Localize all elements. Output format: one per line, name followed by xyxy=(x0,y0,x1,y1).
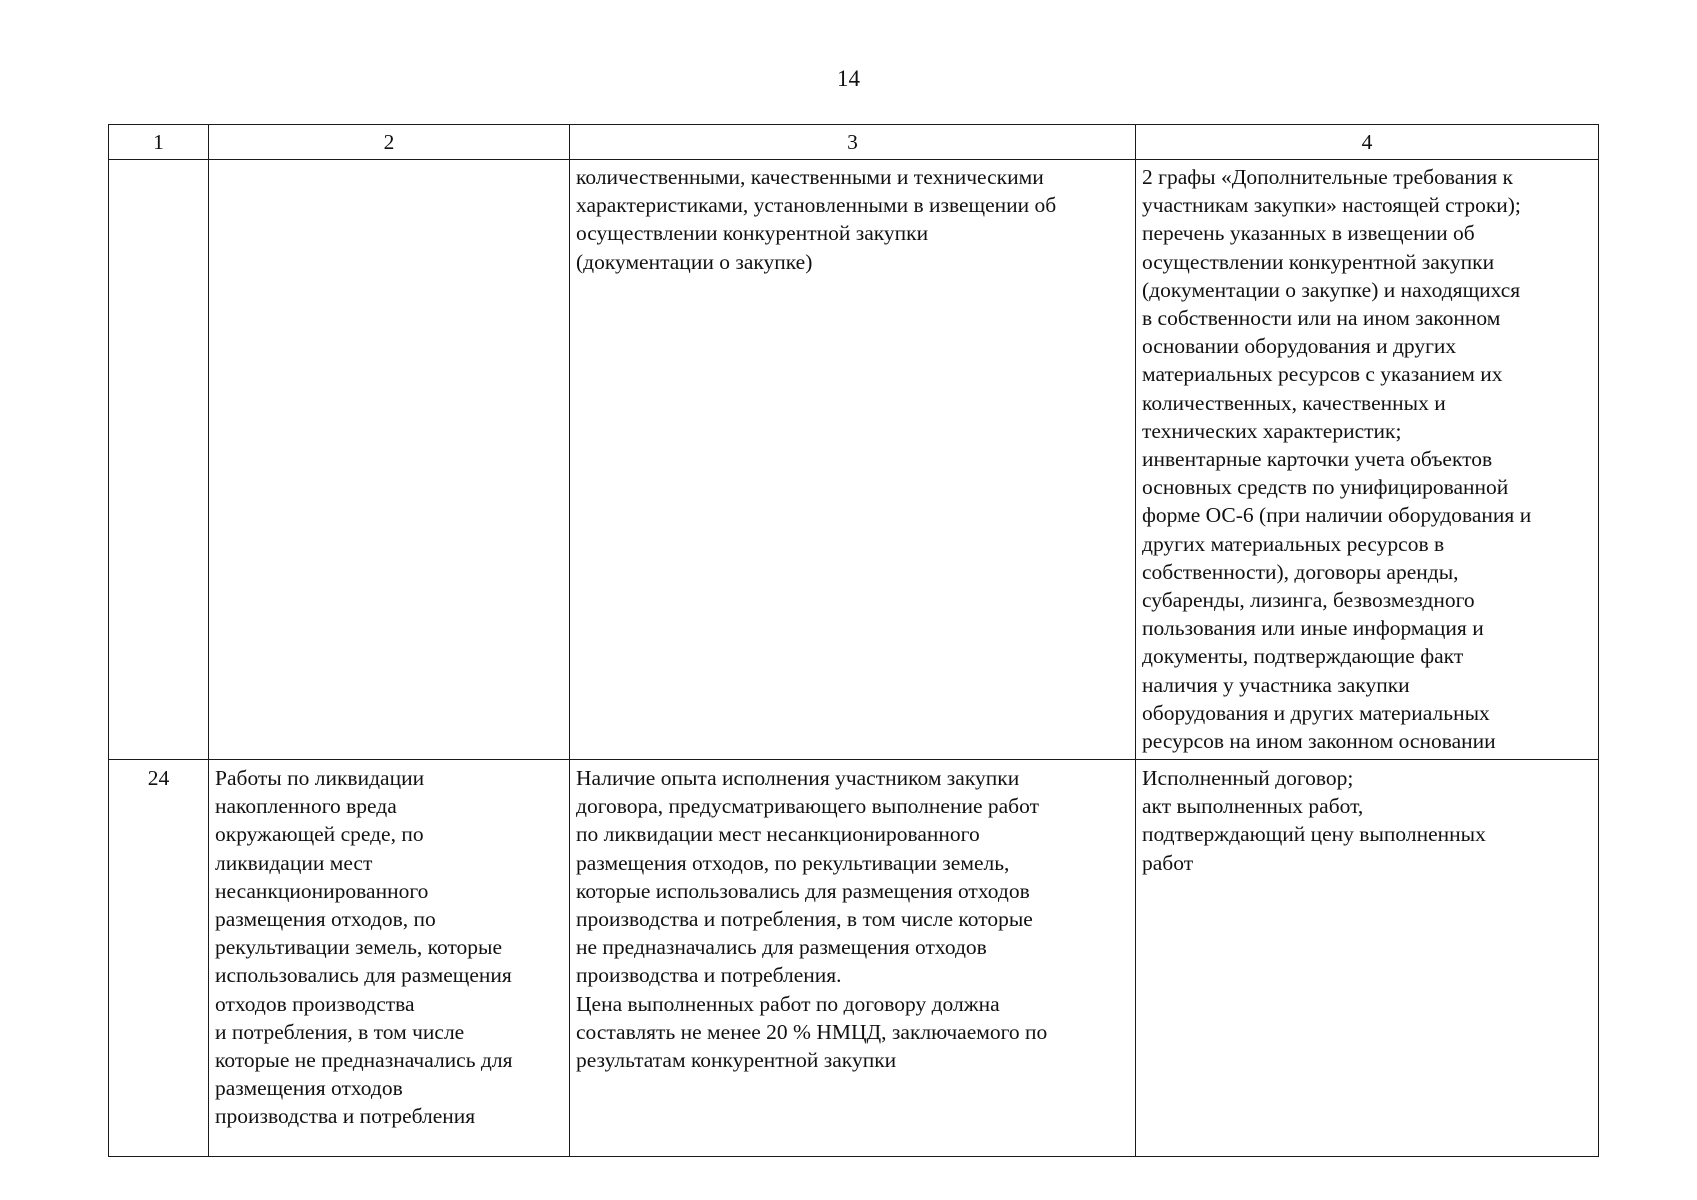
documents-cell: Исполненный договор; акт выполненных работ, подтверждающий цену выполненных работ xyxy=(1136,760,1599,1157)
table-row xyxy=(109,160,1599,760)
column-header-3: 3 xyxy=(570,125,1136,160)
work-type-cell: Работы по ликвидации накопленного вреда окружающей среде, по ликвидации мест несанкционированного размещения отходов, по рекультивации земель, которые использовались для размещения отходов производства и потребления, в том числе которые не предназначались для размещения отходов производства и потребления xyxy=(209,760,570,1157)
requirement-cell: Наличие опыта исполнения участником закупки договора, предусматривающего выполнение работ по ликвидации мест несанкционированного размещения отходов, по рекультивации земель, которые использовались для размещения отходов производства и потребления, в том числе которые не предназначались для размещения отходов производства и потребления. Цена выполненных работ по договору должна составлять не менее 20 % НМЦД, заключаемого по результатам конкурентной закупки xyxy=(570,760,1136,1157)
page-number: 14 xyxy=(837,66,860,91)
requirements-table xyxy=(108,124,1599,1157)
table-header-row xyxy=(109,125,1599,160)
column-header-2: 2 xyxy=(209,125,570,160)
column-header-4: 4 xyxy=(1136,125,1599,160)
row-number-cell: 24 xyxy=(109,760,209,1157)
row-number-cell xyxy=(109,160,209,760)
table-row xyxy=(109,760,1599,1157)
work-type-cell xyxy=(209,160,570,760)
documents-cell: 2 графы «Дополнительные требования к участникам закупки» настоящей строки); перечень указанных в извещении об осуществлении конкурентной закупки (документации о закупке) и находящихся в собственности или на ином законном основании оборудования и других материальных ресурсов с указанием их количественных, качественных и технических характеристик; инвентарные карточки учета объектов основных средств по унифицированной форме ОС-6 (при наличии оборудования и других материальных ресурсов в собственности), договоры аренды, субаренды, лизинга, безвозмездного пользования или иные информация и документы, подтверждающие факт наличия у участника закупки оборудования и других материальных ресурсов на ином законном основании xyxy=(1136,160,1599,760)
column-header-1: 1 xyxy=(109,125,209,160)
requirement-cell: количественными, качественными и техническими характеристиками, установленными в извещении об осуществлении конкурентной закупки (документации о закупке) xyxy=(570,160,1136,760)
